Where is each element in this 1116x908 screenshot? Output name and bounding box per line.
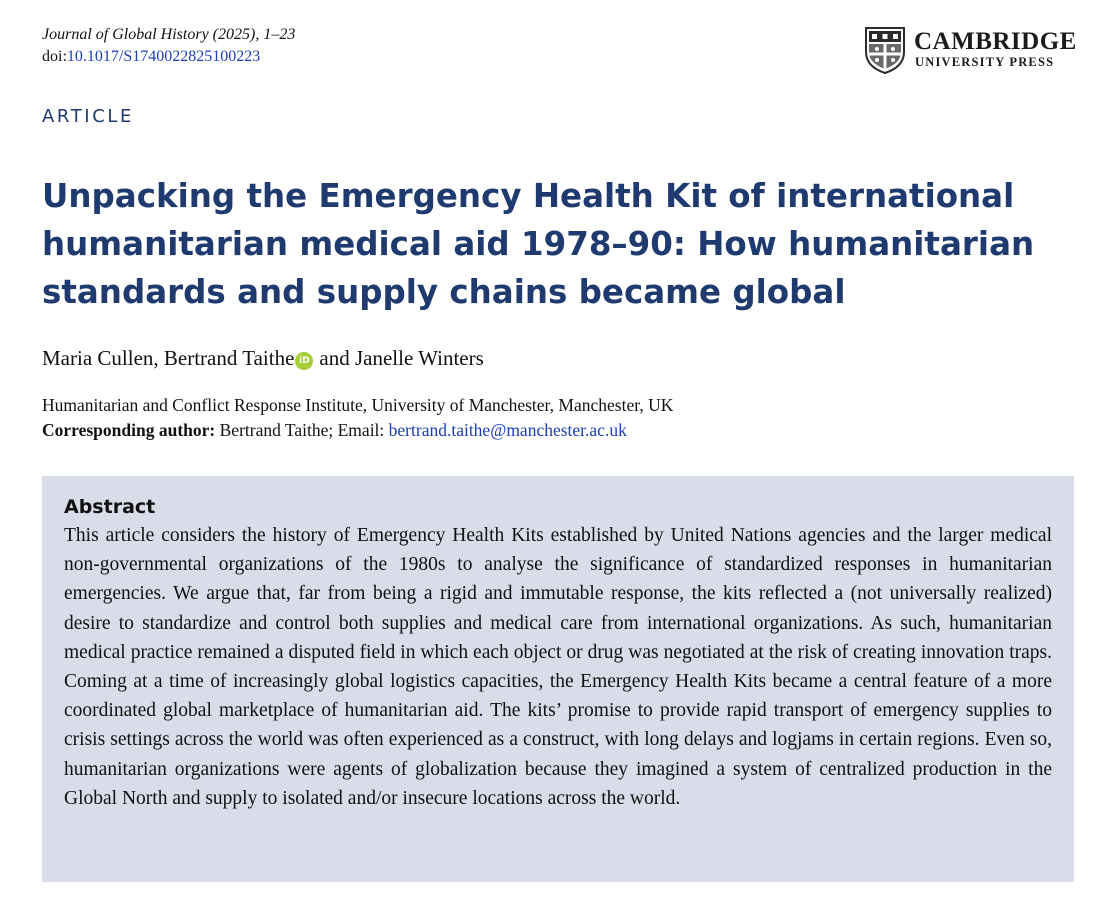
- doi-prefix: doi:: [42, 48, 67, 65]
- abstract-box: [42, 476, 1074, 882]
- orcid-icon[interactable]: iD: [295, 352, 313, 370]
- authors-part-2: and Janelle Winters: [319, 346, 484, 370]
- email-link[interactable]: bertrand.taithe@manchester.ac.uk: [388, 420, 627, 440]
- publisher-subname: UNIVERSITY PRESS: [915, 55, 1055, 69]
- publisher-logo[interactable]: [864, 26, 1078, 74]
- cambridge-shield-icon: [864, 26, 906, 74]
- abstract-heading: Abstract: [64, 496, 156, 518]
- article-title: Unpacking the Emergency Health Kit of international humanitarian medical aid 1978–90: How humanitarian standards and supply chains became global: [42, 177, 1035, 311]
- corresponding-author: [42, 418, 627, 442]
- affiliation: Humanitarian and Conflict Response Institute, University of Manchester, Manchester, UK: [42, 395, 674, 415]
- article-type-label: ARTICLE: [42, 106, 134, 127]
- journal-citation: Journal of Global History (2025), 1–23: [42, 26, 296, 43]
- author-list: [42, 344, 484, 372]
- corresponding-label: Corresponding author:: [42, 420, 216, 440]
- doi-line: [42, 46, 260, 68]
- authors-part-1: Maria Cullen, Bertrand Taithe: [42, 346, 295, 370]
- abstract-body: This article considers the history of Emergency Health Kits established by United Nations agencies and the larger medical non-governmental organizations of the 1980s to analyse the significance of standardized responses in humanitarian emergencies. We argue that, far from being a rigid and immutable response, the kits reflected a (not universally realized) desire to standardize and control both supplies and medical care from international organizations. As such, humanitarian medical practice remained a disputed field in which each object or drug was negotiated at the risk of creating innovation traps. Coming at a time of increasingly global logistics capacities, the Emergency Health Kits became a central feature of a more coordinated global marketplace of humanitarian aid. The kits’ promise to provide rapid transport of emergency supplies to crisis settings across the world was often experienced as a construct, with long delays and logjams in certain regions. Even so, humanitarian organizations were agents of globalization because they imagined a system of centralized production in the Global North and supply to isolated and/or insecure locations across the world.: [64, 525, 1052, 809]
- corresponding-text: Bertrand Taithe; Email:: [219, 420, 385, 440]
- doi-link[interactable]: 10.1017/S1740022825100223: [66, 48, 261, 65]
- publisher-name: CAMBRIDGE: [914, 28, 1077, 55]
